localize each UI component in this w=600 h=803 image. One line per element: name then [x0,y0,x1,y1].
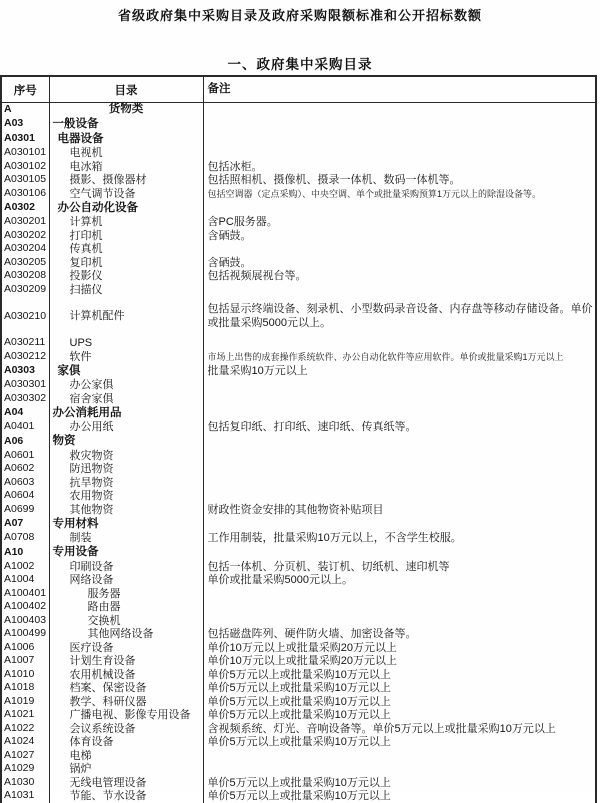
row-name: 家俱 [49,364,203,379]
row-remark [203,601,596,615]
row-remark: 包括照相机、摄像机、摄录一体机、数码一体机等。 [203,174,596,188]
table-row [1,776,596,790]
row-remark: 包括一体机、分页机、装订机、切纸机、速印机等 [203,560,596,574]
row-code: A030106 [1,187,49,201]
row-remark: 含硒鼓。 [203,256,596,270]
table-row [1,560,596,574]
row-code: A1019 [1,695,49,709]
row-remark: 包括复印纸、打印纸、速印纸、传真纸等。 [203,421,596,435]
row-name: 印刷设备 [49,560,203,574]
row-code: A030210 [1,297,49,337]
row-name: 档案、保密设备 [49,682,203,696]
row-remark: 市场上出售的成套操作系统软件、办公自动化软件等应用软件。单价或批量采购1万元以上 [203,350,596,364]
row-remark: 单价10万元以上或批量采购20万元以上 [203,655,596,669]
row-remark [203,434,596,449]
row-name: 计划生育设备 [49,655,203,669]
row-remark [203,406,596,421]
row-name: 教学、科研仪器 [49,695,203,709]
row-code: A06 [1,434,49,449]
table-row [1,406,596,421]
table-row [1,668,596,682]
row-code: A100401 [1,587,49,601]
table-row [1,574,596,588]
row-name: 救灾物资 [49,449,203,463]
row-remark: 工作用制装，批量采购10万元以上，不含学生校服。 [203,532,596,546]
row-name: 抗旱物资 [49,476,203,490]
row-code: A0302 [1,201,49,216]
table-row [1,216,596,230]
row-remark [203,545,596,560]
table-row [1,463,596,477]
table-row [1,763,596,777]
row-code: A03 [1,117,49,132]
row-code: A1007 [1,655,49,669]
row-name: 锅炉 [49,763,203,777]
row-remark: 单价5万元以上或批量采购10万元以上 [203,668,596,682]
row-name: 医疗设备 [49,641,203,655]
document-title: 省级政府集中采购目录及政府采购限额标准和公开招标数额 [0,5,600,24]
row-remark: 单价5万元以上或批量采购10万元以上 [203,776,596,790]
table-row [1,655,596,669]
row-code: A0603 [1,476,49,490]
column-header-name: 目录 [49,76,203,103]
table-row [1,749,596,763]
row-remark [203,337,596,351]
row-name: 体育设备 [49,736,203,750]
row-name: 电视机 [49,147,203,161]
row-code: A10 [1,545,49,560]
row-name: 广播电视、影像专用设备 [49,709,203,723]
row-remark [203,517,596,532]
row-remark [203,243,596,257]
row-remark: 包括显示终端设备、刻录机、小型数码录音设备、内存盘等移动存储设备。单价或批量采购5000元以上。 [203,297,596,337]
table-row [1,641,596,655]
row-remark [203,392,596,406]
row-code: A0699 [1,503,49,517]
row-name: 节能、节水设备 [49,790,203,803]
row-remark [203,283,596,297]
row-code: A030302 [1,392,49,406]
table-row [1,601,596,615]
row-remark: 包括冰柜。 [203,160,596,174]
row-remark: 含硒鼓。 [203,229,596,243]
row-name: 交换机 [49,614,203,628]
table-row [1,337,596,351]
row-remark: 含视频系统、灯光、音响设备等。单价5万元以上或批量采购10万元以上 [203,722,596,736]
table-row [1,117,596,132]
row-remark [203,201,596,216]
table-row [1,160,596,174]
row-code: A0602 [1,463,49,477]
row-remark: 财政性资金安排的其他物资补贴项目 [203,503,596,517]
row-name: 农用物资 [49,490,203,504]
row-remark [203,749,596,763]
catalog-table-body [1,103,596,803]
row-code: A [1,103,49,117]
row-remark: 单价5万元以上或批量采购10万元以上 [203,736,596,750]
row-name: 物资 [49,434,203,449]
row-code: A1004 [1,574,49,588]
row-name: 复印机 [49,256,203,270]
row-name: 打印机 [49,229,203,243]
row-code: A030105 [1,174,49,188]
table-row [1,187,596,201]
row-code: A0604 [1,490,49,504]
row-name: 计算机 [49,216,203,230]
row-remark [203,463,596,477]
table-row [1,628,596,642]
table-row [1,147,596,161]
row-code: A030301 [1,379,49,393]
row-name: 电器设备 [49,132,203,147]
table-row [1,103,596,117]
row-code: A0301 [1,132,49,147]
table-row [1,297,596,337]
row-remark [203,763,596,777]
row-name: 电冰箱 [49,160,203,174]
row-code: A100499 [1,628,49,642]
row-name: 路由器 [49,601,203,615]
row-name: 其他物资 [49,503,203,517]
row-remark [203,147,596,161]
row-name: UPS [49,337,203,351]
table-row [1,449,596,463]
table-row [1,587,596,601]
column-header-remark: 备注 [203,76,596,103]
table-row [1,174,596,188]
table-row [1,490,596,504]
row-remark [203,132,596,147]
row-name: 计算机配件 [49,297,203,337]
row-name: 空气调节设备 [49,187,203,201]
row-code: A1030 [1,776,49,790]
row-name: 扫描仪 [49,283,203,297]
table-row [1,243,596,257]
table-row [1,392,596,406]
procurement-catalog-table [0,75,597,803]
row-code: A04 [1,406,49,421]
row-code: A0401 [1,421,49,435]
row-name: 一般设备 [49,117,203,132]
row-code: A1024 [1,736,49,750]
table-row [1,517,596,532]
row-code: A1018 [1,682,49,696]
table-row [1,614,596,628]
row-code: A100403 [1,614,49,628]
row-name: 传真机 [49,243,203,257]
table-row [1,503,596,517]
table-row [1,790,596,803]
row-remark: 单价10万元以上或批量采购20万元以上 [203,641,596,655]
row-remark: 单价5万元以上或批量采购10万元以上 [203,682,596,696]
row-name: 其他网络设备 [49,628,203,642]
table-row [1,736,596,750]
row-remark [203,587,596,601]
row-remark: 批量采购10万元以上 [203,364,596,379]
table-header-row [1,76,596,103]
row-remark: 单价5万元以上或批量采购10万元以上 [203,709,596,723]
row-code: A030212 [1,350,49,364]
row-code: A030202 [1,229,49,243]
table-row [1,256,596,270]
table-row [1,434,596,449]
row-remark [203,103,596,117]
row-name: 网络设备 [49,574,203,588]
table-row [1,229,596,243]
row-name: 投影仪 [49,270,203,284]
row-code: A1002 [1,560,49,574]
row-name: 无线电管理设备 [49,776,203,790]
table-row [1,695,596,709]
row-code: A1029 [1,763,49,777]
row-code: A0708 [1,532,49,546]
row-name: 服务器 [49,587,203,601]
table-row [1,709,596,723]
table-row [1,364,596,379]
row-name: 专用材料 [49,517,203,532]
row-name: 专用设备 [49,545,203,560]
table-row [1,545,596,560]
row-code: A030209 [1,283,49,297]
row-name: 办公自动化设备 [49,201,203,216]
row-remark: 包括视频展视台等。 [203,270,596,284]
row-code: A1027 [1,749,49,763]
row-code: A1021 [1,709,49,723]
row-code: A1010 [1,668,49,682]
row-name: 软件 [49,350,203,364]
section-heading: 一、政府集中采购目录 [0,53,600,73]
row-remark: 含PC服务器。 [203,216,596,230]
row-name: 办公用纸 [49,421,203,435]
table-row [1,421,596,435]
row-name: 办公家俱 [49,379,203,393]
row-code: A030201 [1,216,49,230]
row-code: A030208 [1,270,49,284]
row-name: 摄影、摄像器材 [49,174,203,188]
table-row [1,132,596,147]
row-name: 办公消耗用品 [49,406,203,421]
row-code: A030204 [1,243,49,257]
row-remark [203,614,596,628]
table-row [1,201,596,216]
table-row [1,283,596,297]
row-name: 农用机械设备 [49,668,203,682]
row-remark [203,117,596,132]
row-code: A0601 [1,449,49,463]
row-code: A1006 [1,641,49,655]
row-name: 电梯 [49,749,203,763]
table-row [1,682,596,696]
row-code: A100402 [1,601,49,615]
row-remark [203,490,596,504]
table-row [1,532,596,546]
row-code: A030101 [1,147,49,161]
row-name: 宿舍家俱 [49,392,203,406]
table-row [1,350,596,364]
row-code: A07 [1,517,49,532]
table-row [1,270,596,284]
row-code: A1022 [1,722,49,736]
row-remark: 单价5万元以上或批量采购10万元以上 [203,790,596,803]
row-code: A030102 [1,160,49,174]
row-remark [203,379,596,393]
table-row [1,722,596,736]
table-row [1,476,596,490]
row-remark: 单价5万元以上或批量采购10万元以上 [203,695,596,709]
row-remark: 包括空调器（定点采购）、中央空调、单个或批量采购预算1万元以上的除湿设备等。 [203,187,596,201]
row-name: 货物类 [49,103,203,117]
row-code: A030205 [1,256,49,270]
row-code: A1031 [1,790,49,803]
row-code: A030211 [1,337,49,351]
row-remark: 单价或批量采购5000元以上。 [203,574,596,588]
row-name: 会议系统设备 [49,722,203,736]
row-remark: 包括磁盘阵列、硬件防火墙、加密设备等。 [203,628,596,642]
row-name: 防迅物资 [49,463,203,477]
column-header-code: 序号 [1,76,49,103]
row-remark [203,449,596,463]
row-remark [203,476,596,490]
row-name: 制装 [49,532,203,546]
row-code: A0303 [1,364,49,379]
table-row [1,379,596,393]
